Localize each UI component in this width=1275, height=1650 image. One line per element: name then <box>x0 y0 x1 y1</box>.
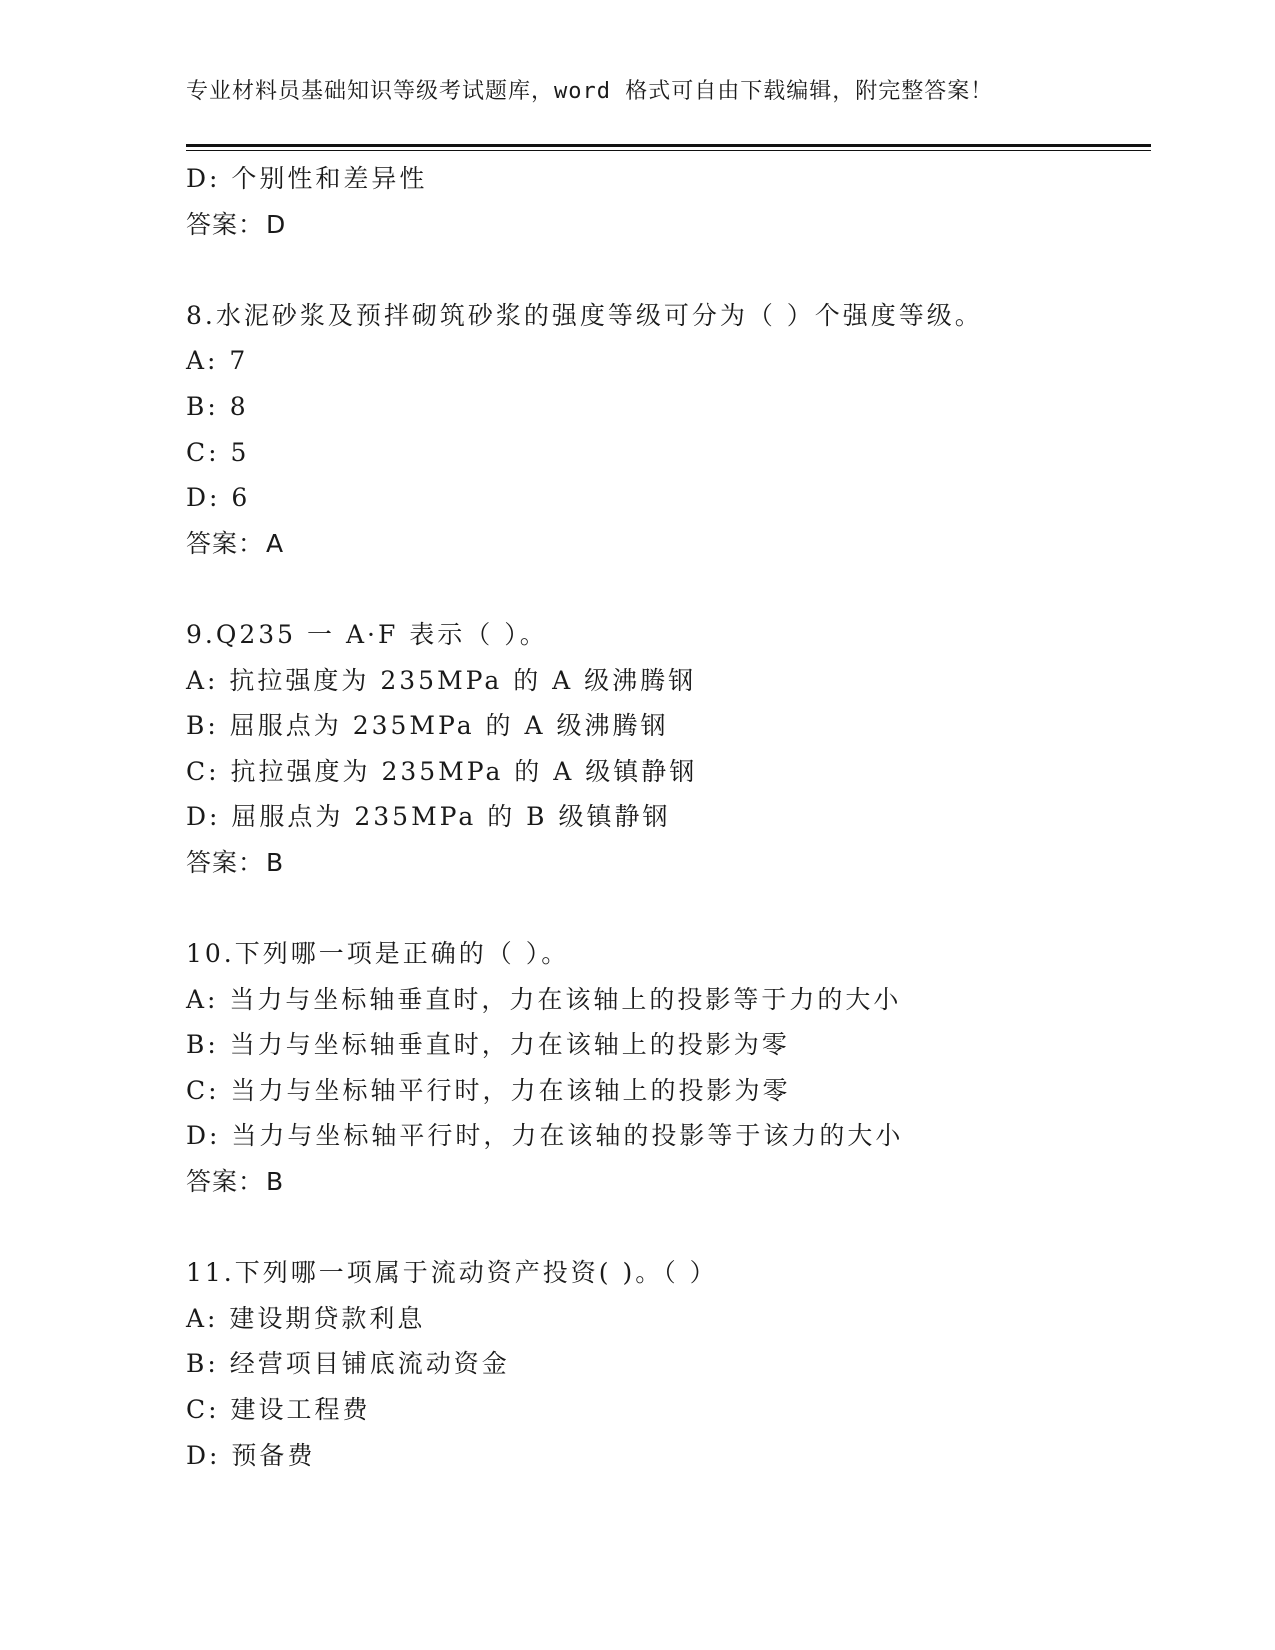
question-stem: 10.下列哪一项是正确的（ ）。 <box>186 939 570 969</box>
answer-value: A <box>266 528 285 558</box>
answer-label: 答案： <box>186 847 265 877</box>
answer-line <box>186 202 1151 248</box>
question-list <box>186 156 1151 1478</box>
answer-value: B <box>266 1167 285 1197</box>
option-c: C: 5 <box>186 437 250 467</box>
answer-label: 答案： <box>186 209 265 239</box>
option-c: C: 当力与坐标轴平行时，力在该轴上的投影为零 <box>186 1075 791 1105</box>
answer-value: B <box>266 847 285 877</box>
option-a: A: 抗拉强度为 235MPa 的 A 级沸腾钢 <box>186 665 697 695</box>
answer-label: 答案： <box>186 1167 265 1197</box>
document-header: 专业材料员基础知识等级考试题库，word 格式可自由下载编辑，附完整答案！ <box>186 79 994 104</box>
option-d: D: 预备费 <box>186 1440 316 1470</box>
option-b: B: 屈服点为 235MPa 的 A 级沸腾钢 <box>186 711 669 741</box>
question-stem: 11.下列哪一项属于流动资产投资( )。（ ） <box>186 1258 718 1288</box>
option-b: B: 经营项目铺底流动资金 <box>186 1349 510 1379</box>
answer-line <box>186 1159 1151 1205</box>
option-d: D: 个别性和差异性 <box>186 164 428 193</box>
answer-label: 答案： <box>186 528 265 558</box>
option-d: D: 屈服点为 235MPa 的 B 级镇静钢 <box>186 802 671 832</box>
question-stem: 9.Q235 一 A·F 表示（ ）。 <box>186 619 548 649</box>
question-stem: 8.水泥砂浆及预拌砌筑砂浆的强度等级可分为（ ）个强度等级。 <box>186 300 983 330</box>
option-c: C: 建设工程费 <box>186 1395 371 1425</box>
header-rule-thick <box>186 144 1151 147</box>
option-a: A: 建设期贷款利息 <box>186 1303 426 1333</box>
option-b: B: 当力与坐标轴垂直时，力在该轴上的投影为零 <box>186 1030 790 1060</box>
header-rule-thin <box>186 150 1151 151</box>
answer-value: D <box>266 209 287 239</box>
option-b: B: 8 <box>186 391 249 421</box>
option-a: A: 当力与坐标轴垂直时，力在该轴上的投影等于力的大小 <box>186 984 902 1014</box>
option-a: A: 7 <box>186 346 249 376</box>
option-c: C: 抗拉强度为 235MPa 的 A 级镇静钢 <box>186 756 698 786</box>
answer-line <box>186 521 1151 567</box>
answer-line <box>186 840 1151 886</box>
option-d: D: 6 <box>186 483 251 513</box>
option-d: D: 当力与坐标轴平行时，力在该轴的投影等于该力的大小 <box>186 1121 904 1151</box>
